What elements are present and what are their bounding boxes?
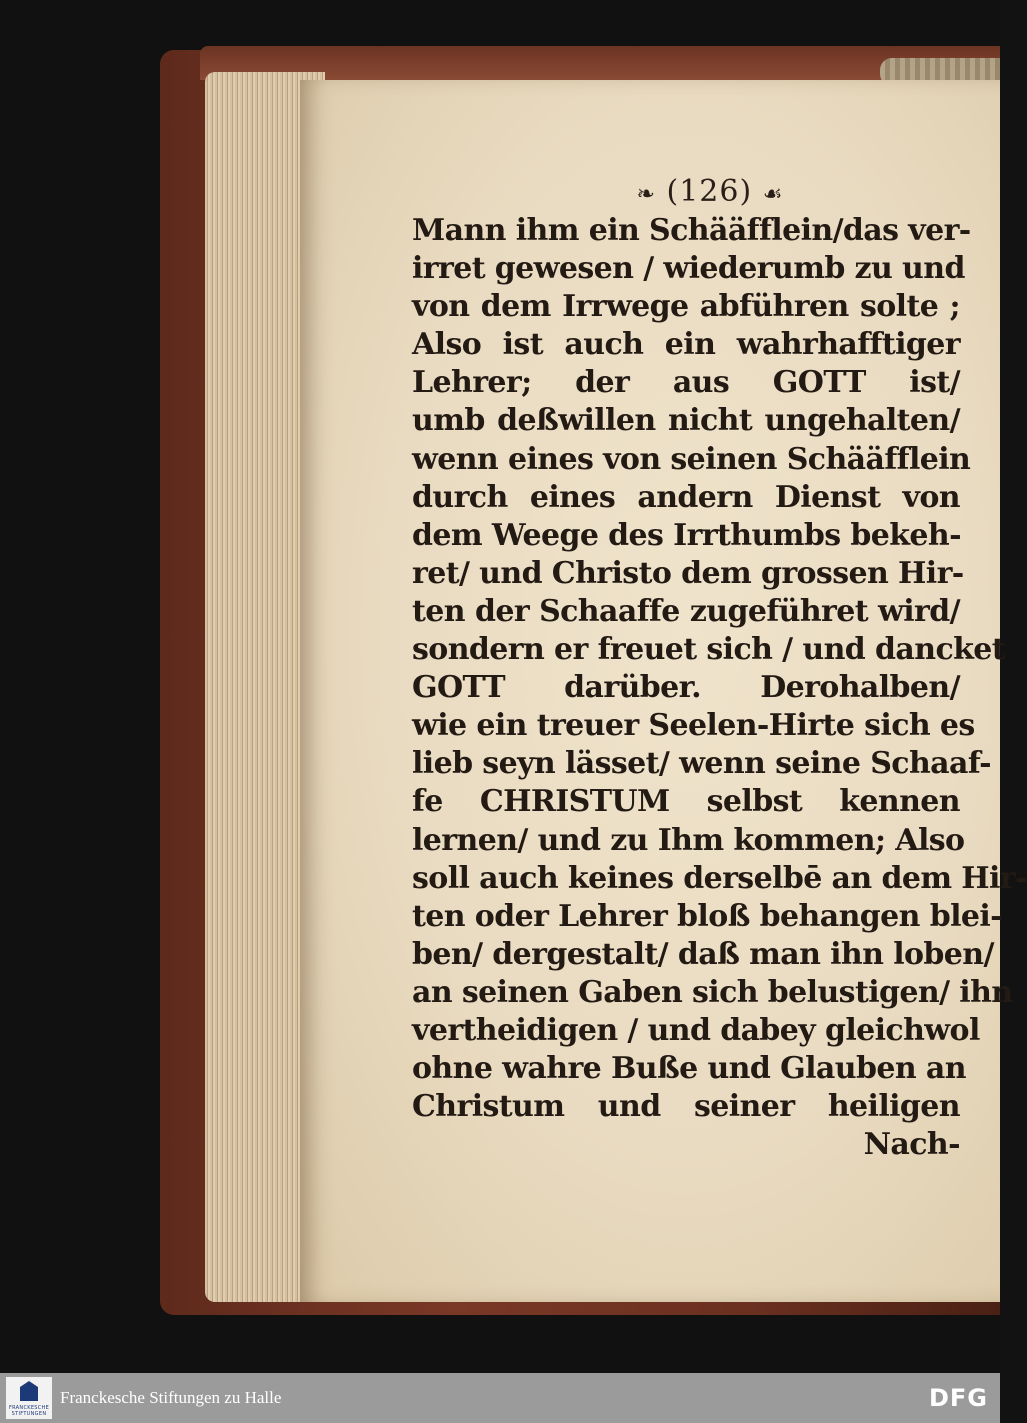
catchword: Nach- (863, 1127, 960, 1163)
institution-name: Franckesche Stiftungen zu Halle (60, 1388, 282, 1407)
text-line: wenn eines von seinen Schääfflein (412, 441, 971, 477)
text-line: wie ein treuer Seelen-Hirte sich es (412, 708, 975, 744)
footer-bar (0, 1373, 1000, 1423)
dfg-logo[interactable]: DFG (928, 1384, 988, 1412)
text-line: Also ist auch ein wahrhafftiger (412, 327, 960, 363)
text-line: ben/ dergestalt/ daß man ihn loben/ (412, 936, 994, 972)
institution-logo[interactable] (6, 1377, 52, 1419)
text-line: durch eines andern Dienst von (412, 479, 960, 515)
text-line: von dem Irrwege abführen solte ; (412, 289, 960, 325)
text-line: Christum und seiner heiligen (412, 1089, 960, 1125)
text-line: Mann ihm ein Schääfflein/das ver- (412, 213, 971, 248)
text-line: soll auch keines derselbē an dem Hir- (412, 860, 1027, 896)
text-lines (412, 212, 1027, 1164)
text-line: lernen/ und zu Ihm kommen; Also (412, 822, 965, 858)
text-line: umb deßwillen nicht ungehalten/ (412, 403, 960, 439)
logo-text: FRANCKESCHE STIFTUNGEN (8, 1405, 50, 1417)
page-text-block (412, 172, 1027, 1164)
text-line: lieb seyn lässet/ wenn seine Schaaf- (412, 746, 991, 782)
text-line: ten der Schaaffe zugeführet wird/ (412, 593, 960, 629)
page-number-header (460, 172, 960, 212)
right-ornament-icon: ☙ (762, 182, 784, 207)
text-line: Lehrer; der aus GOTT ist/ (412, 365, 960, 401)
text-line: vertheidigen / und dabey gleichwol (412, 1012, 980, 1048)
building-icon (20, 1381, 38, 1401)
text-line: ret/ und Christo dem grossen Hir- (412, 555, 964, 591)
text-line: fe CHRISTUM selbst kennen (412, 784, 960, 820)
text-line: dem Weege des Irrthumbs bekeh- (412, 517, 961, 553)
text-line: irret gewesen / wiederumb zu und (412, 251, 965, 287)
left-ornament-icon: ❧ (636, 182, 656, 207)
text-line: ohne wahre Buße und Glauben an (412, 1051, 966, 1087)
text-line: GOTT darüber. Derohalben/ (412, 670, 960, 706)
page-number: (126) (666, 174, 753, 209)
book-page (300, 80, 1027, 1302)
text-line: an seinen Gaben sich belustigen/ ihn (412, 974, 1013, 1010)
text-line: sondern er freuet sich / und dancket (412, 632, 1006, 668)
text-line: ten oder Lehrer bloß behangen blei- (412, 898, 1003, 934)
